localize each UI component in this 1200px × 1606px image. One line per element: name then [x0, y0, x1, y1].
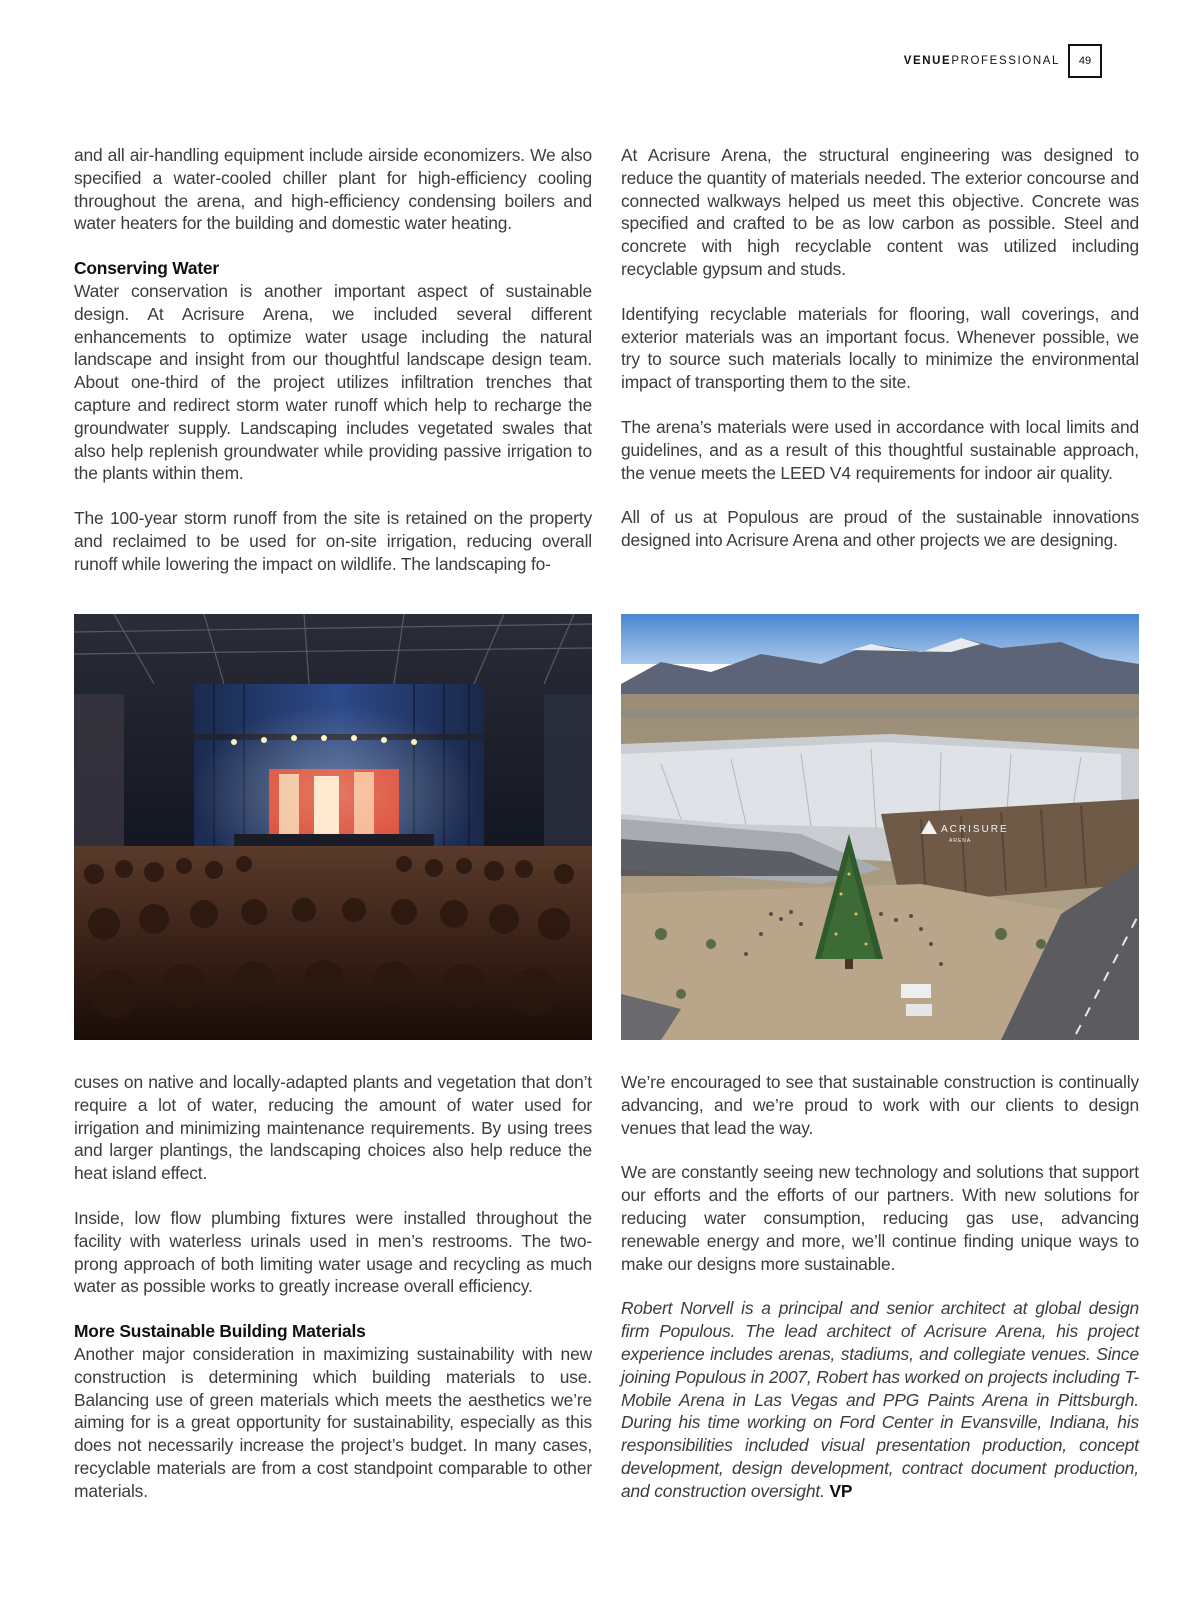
top-right-column — [621, 144, 1139, 574]
paragraph: Identifying recyclable materials for flooring, wall coverings, and exterior materials was an important focus. Whenever possible, we try to source such materials locally to minimize the environmental impact of transporting them to the site. — [621, 303, 1139, 393]
paragraph: We’re encouraged to see that sustainable construction is continually advancing, and we’re proud to work with our clients to design venues that lead the way. — [621, 1072, 1139, 1138]
page-header — [904, 44, 1102, 78]
brand-venue: VENUE — [903, 55, 952, 67]
section-heading-building-materials: More Sustainable Building Materials — [74, 1321, 366, 1342]
magazine-brand — [904, 55, 1060, 67]
concert-photo — [74, 614, 592, 1040]
paragraph: Another major consideration in maximizing sustainability with new construction is determining which building materials to use. Balancing use of green materials which meets the aesthetics we’re aiming for is a great opportunity for sustainability, especially as this does not necessarily increase the project’s budget. In many cases, recyclable materials are from a cost standpoint comparable to other materials. — [74, 1343, 592, 1501]
brand-professional: PROFESSIONAL — [951, 55, 1060, 67]
paragraph: cuses on native and locally-adapted plants and vegetation that don’t require a lot of water, reducing the amount of water used for irrigation and minimizing maintenance requirements. By using trees and larger plantings, the landscaping choices also help reduce the heat island effect. — [74, 1072, 592, 1184]
bottom-right-column — [621, 1071, 1139, 1525]
page-number: 49 — [1068, 44, 1102, 78]
paragraph: We are constantly seeing new technology and solutions that support our efforts and the efforts of our partners. With new solutions for reducing water consumption, reducing gas use, advancing renewable energy and more, we’ll continue finding unique ways to make our designs more sustainable. — [621, 1162, 1139, 1274]
top-left-column — [74, 144, 592, 598]
bottom-left-column — [74, 1071, 592, 1525]
author-bio — [621, 1297, 1139, 1502]
arena-sign-subtext: ARENA — [949, 838, 972, 844]
paragraph: The 100-year storm runoff from the site is retained on the property and reclaimed to be used for on-site irrigation, reducing overall runoff while lowering the impact on wildlife. The landscaping fo- — [74, 508, 592, 574]
paragraph: Inside, low flow plumbing fixtures were installed throughout the facility with waterless urinals used in men’s restrooms. The two-prong approach of both limiting water usage and recycling as much water as possible works to greatly increase overall efficiency. — [74, 1207, 592, 1297]
author-bio-text: Robert Norvell is a principal and senior architect at global design firm Populous. The lead architect of Acrisure Arena, his project experience includes arenas, stadiums, and collegiate venues. Since joining Populous in 2007, Robert has worked on projects including T-Mobile Arena in Las Vegas and PPG Paints Arena in Pittsburgh. During his time working on Ford Center in Evansville, Indiana, his responsibilities included visual presentation production, concept development, design development, contract document production, and construction oversight. — [621, 1298, 1139, 1501]
paragraph: and all air-handling equipment include airside economizers. We also specified a water-cooled chiller plant for high-efficiency cooling throughout the arena, and high-efficiency condensing boilers and water heaters for the building and domestic water heating. — [74, 145, 592, 234]
arena-aerial-photo — [621, 614, 1139, 1040]
paragraph: The arena’s materials were used in accordance with local limits and guidelines, and as a result of this thoughtful sustainable approach, the venue meets the LEED V4 requirements for indoor air quality. — [621, 416, 1139, 483]
section-heading-conserving-water: Conserving Water — [74, 258, 219, 279]
paragraph: Water conservation is another important aspect of sustainable design. At Acrisure Arena, we included several different enhancements to optimize water usage including the natural landscape and insight from our thoughtful landscape design team. About one-third of the project utilizes infiltration trenches that capture and redirect storm water runoff which help to recharge the groundwater supply. Landscaping includes vegetated swales that also help replenish groundwater while providing passive irrigation to the plants within them. — [74, 280, 592, 484]
arena-sign-text: ACRISURE — [941, 824, 1009, 835]
paragraph: All of us at Populous are proud of the sustainable innovations designed into Acrisure Arena and other projects we are designing. — [621, 507, 1139, 551]
paragraph: At Acrisure Arena, the structural engineering was designed to reduce the quantity of materials needed. The exterior concourse and connected walkways helped us meet this objective. Concrete was specified and crafted to be as low carbon as possible. Steel and concrete with high recyclable content was utilized including recyclable gypsum and studs. — [621, 145, 1139, 279]
vp-signoff: VP — [829, 1480, 853, 1501]
